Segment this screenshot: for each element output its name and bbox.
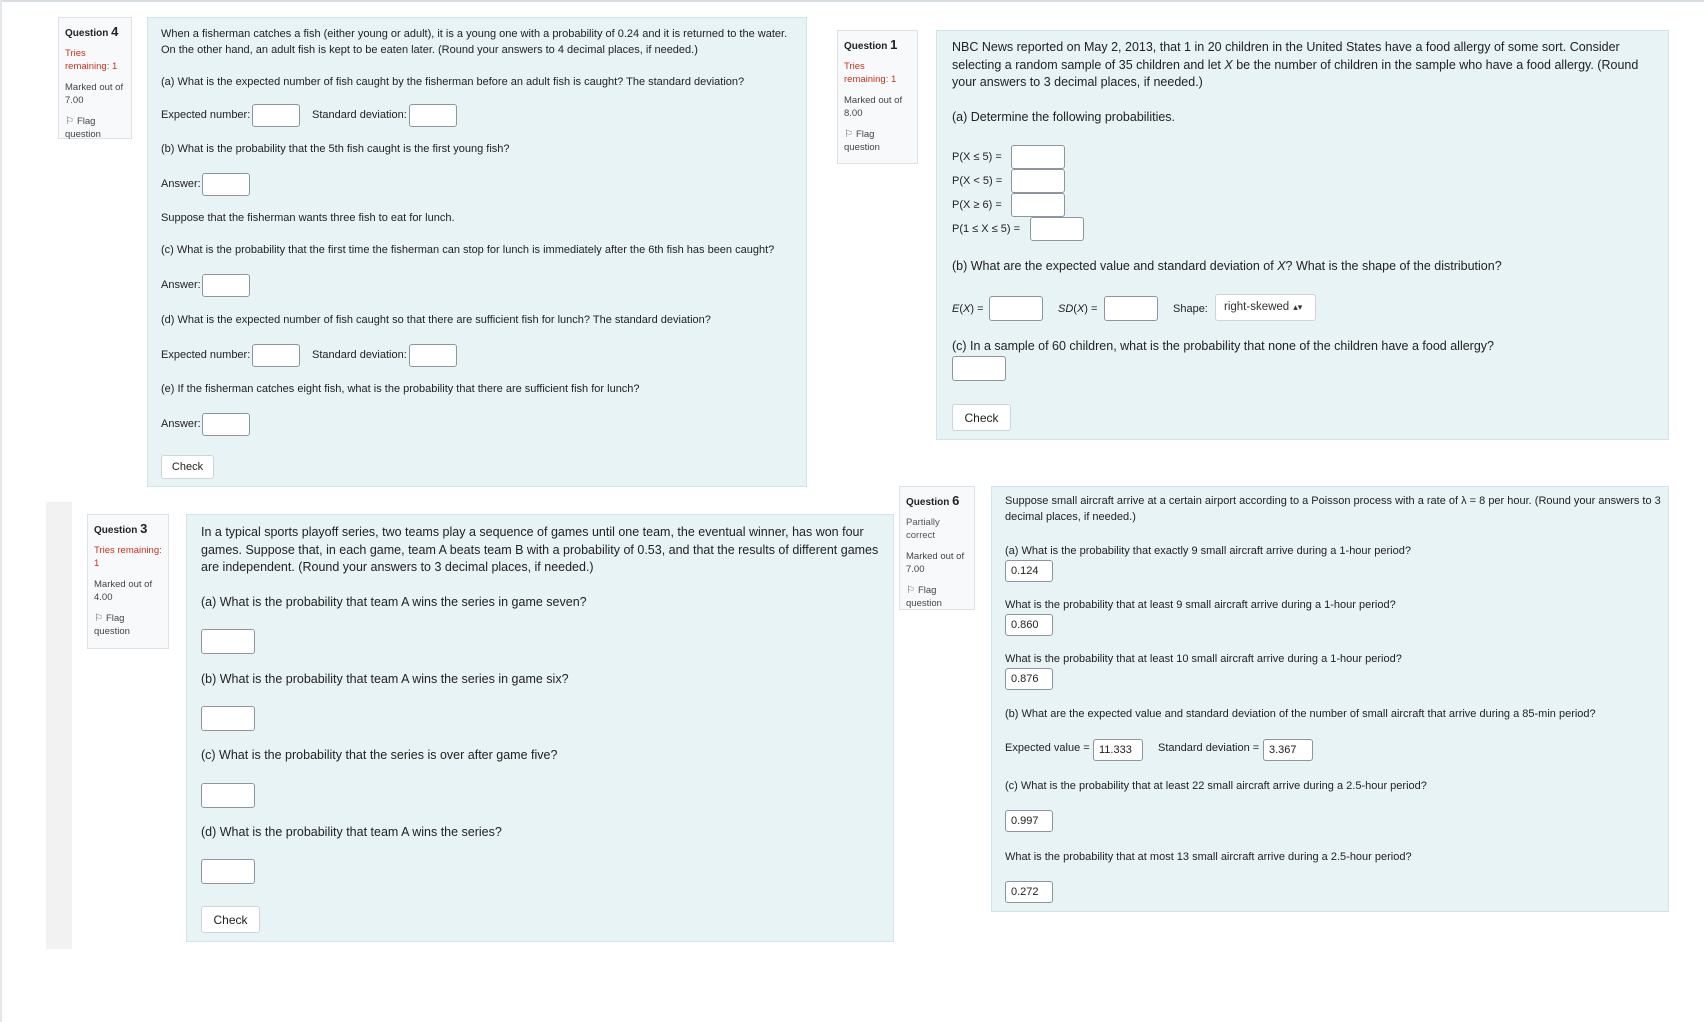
q3-content xyxy=(186,514,894,942)
q1-part-a: (a) Determine the following probabilities. xyxy=(952,110,1176,124)
q3-part-b: (b) What is the probability that team A wins the series in game six? xyxy=(201,672,569,686)
q4-expected-input-d[interactable] xyxy=(252,344,300,367)
q4-title xyxy=(65,24,125,39)
q1-intro: NBC News reported on May 2, 2013, that 1 in 20 children in the United States have a food allergy of some sort. Consider selecting a random sample of 35 children and let X be the number of children in the sample who have a food allergy. (Round your answers to 3 decimal places, if needed.) xyxy=(952,40,1639,89)
q6-part-b: (b) What are the expected value and standard deviation of the number of small aircraft that arrive during a 85-min period? xyxy=(1005,708,1596,720)
q4-sd-input-a[interactable] xyxy=(409,104,457,127)
flag-icon: ⚐ xyxy=(65,116,74,127)
q1-p4-input[interactable] xyxy=(1030,217,1084,241)
q1-number: 1 xyxy=(890,37,898,52)
q4-part-c: (c) What is the probability that the first time the fisherman can stop for lunch is immediately after the 6th fish has been caught? xyxy=(161,244,775,256)
q3-flag-question[interactable] xyxy=(94,612,162,638)
q6-c-answer[interactable]: 0.997 xyxy=(1005,810,1053,832)
q4-answer-label-e: Answer: xyxy=(161,418,201,430)
q6-flag-question[interactable] xyxy=(906,584,968,610)
q4-sd-label-a: Standard deviation: xyxy=(312,109,407,121)
q6-part-a: (a) What is the probability that exactly 9 small aircraft arrive during a 1-hour period? xyxy=(1005,545,1411,557)
q1-p1-input[interactable] xyxy=(1011,145,1065,169)
q3-info-panel xyxy=(87,514,169,649)
q4-tries: Tries remaining: 1 xyxy=(65,48,118,72)
q4-flag-label: Flag question xyxy=(65,116,101,140)
q6-sd-answer[interactable]: 3.367 xyxy=(1263,739,1313,761)
q1-shape-value: right-skewed xyxy=(1224,301,1290,313)
q6-ev-label: Expected value = xyxy=(1005,742,1090,754)
q1-tries: Tries remaining: 1 xyxy=(844,61,897,85)
q3-c-input[interactable] xyxy=(201,783,255,808)
q6-a2-answer[interactable]: 0.860 xyxy=(1005,614,1053,636)
q1-label: Question xyxy=(844,41,888,52)
q4-part-d: (d) What is the expected number of fish caught so that there are sufficient fish for lunch? The standard deviation? xyxy=(161,314,711,326)
q3-a-input[interactable] xyxy=(201,629,255,654)
q6-sd-label: Standard deviation = xyxy=(1158,742,1260,754)
q3-label: Question xyxy=(94,525,138,536)
q6-part-a2: What is the probability that at least 9 small aircraft arrive during a 1-hour period? xyxy=(1005,599,1396,611)
q4-part-b: (b) What is the probability that the 5th fish caught is the first young fish? xyxy=(161,143,510,155)
q6-a-answer[interactable]: 0.124 xyxy=(1005,560,1053,582)
q4-sd-input-d[interactable] xyxy=(409,344,457,367)
q1-p4-label: P(1 ≤ X ≤ 5) = xyxy=(952,223,1021,235)
q4-answer-input-c[interactable] xyxy=(202,274,250,297)
q4-answer-label-b: Answer: xyxy=(161,178,201,190)
q4-sd-label-d: Standard deviation: xyxy=(312,349,407,361)
q4-answer-input-e[interactable] xyxy=(202,413,250,436)
flag-icon: ⚐ xyxy=(94,613,103,624)
q3-marked: Marked out of 4.00 xyxy=(94,579,153,603)
q6-flag-label: Flag question xyxy=(906,585,942,609)
q1-p2-input[interactable] xyxy=(1011,169,1065,193)
q4-answer-label-c: Answer: xyxy=(161,279,201,291)
q6-part-c2: What is the probability that at most 13 small aircraft arrive during a 2.5-hour period? xyxy=(1005,851,1412,863)
q3-part-a: (a) What is the probability that team A wins the series in game seven? xyxy=(201,595,587,609)
q6-part-a3: What is the probability that at least 10 small aircraft arrive during a 1-hour period? xyxy=(1005,653,1402,665)
q1-ex-input[interactable] xyxy=(989,296,1043,321)
q4-lunch-text: Suppose that the fisherman wants three fish to eat for lunch. xyxy=(161,212,455,224)
q1-content xyxy=(936,30,1669,440)
q1-flag-question[interactable] xyxy=(844,128,911,154)
q1-shape-select[interactable] xyxy=(1215,294,1316,321)
q3-intro: In a typical sports playoff series, two teams play a sequence of games until one team, the eventual winner, has won four games. Suppose that, in each game, team A beats team B with a probability of 0.53, and that the results of different games are independent. (Round your answers to 3 decimal places, if needed.) xyxy=(201,525,879,574)
q4-check-button[interactable]: Check xyxy=(161,455,214,479)
q6-a3-answer[interactable]: 0.876 xyxy=(1005,668,1053,690)
left-divider xyxy=(0,0,2,1022)
q1-part-b: (b) What are the expected value and standard deviation of X? What is the shape of the distribution? xyxy=(952,259,1502,273)
select-arrows-icon: ▴▾ xyxy=(1293,302,1303,312)
q1-sd-label: SD(X) = xyxy=(1058,303,1098,315)
q3-number: 3 xyxy=(140,521,148,536)
q3-flag-label: Flag question xyxy=(94,613,130,637)
q1-part-c: (c) In a sample of 60 children, what is the probability that none of the children have a food allergy? xyxy=(952,339,1494,353)
q4-expected-label-d: Expected number: xyxy=(161,349,251,361)
q6-part-c: (c) What is the probability that at least 22 small aircraft arrive during a 2.5-hour period? xyxy=(1005,780,1427,792)
q4-info-panel xyxy=(58,17,132,139)
q3-b-input[interactable] xyxy=(201,706,255,731)
q1-p1-label: P(X ≤ 5) = xyxy=(952,151,1002,163)
q4-intro: When a fisherman catches a fish (either young or adult), it is a young one with a probability of 0.24 and it is returned to the water. On the other hand, an adult fish is kept to be eaten later. (Round your answers to 4 decimal places, if needed.) xyxy=(161,28,788,56)
q1-flag-label: Flag question xyxy=(844,129,880,153)
q4-part-e: (e) If the fisherman catches eight fish, what is the probability that there are sufficient fish for lunch? xyxy=(161,383,640,395)
q4-flag-question[interactable] xyxy=(65,115,125,141)
q1-title xyxy=(844,37,911,52)
q4-expected-input-a[interactable] xyxy=(252,104,300,127)
side-strip xyxy=(46,502,72,949)
q6-intro: Suppose small aircraft arrive at a certain airport according to a Poisson process with a rate of λ = 8 per hour. (Round your answers to 3 decimal places, if needed.) xyxy=(1005,495,1661,523)
flag-icon: ⚐ xyxy=(844,129,853,140)
q1-shape-label: Shape: xyxy=(1173,303,1208,315)
q4-part-a: (a) What is the expected number of fish caught by the fisherman before an adult fish is caught? The standard deviation? xyxy=(161,76,745,88)
q6-label: Question xyxy=(906,497,950,508)
q6-state: Partially correct xyxy=(906,517,940,541)
q1-info-panel xyxy=(837,30,918,164)
flag-icon: ⚐ xyxy=(906,585,915,596)
q1-check-button[interactable]: Check xyxy=(952,404,1011,431)
q6-info-panel xyxy=(899,486,975,610)
q4-label: Question xyxy=(65,28,109,39)
q4-number: 4 xyxy=(111,24,119,39)
q1-p2-label: P(X < 5) = xyxy=(952,175,1003,187)
q6-c2-answer[interactable]: 0.272 xyxy=(1005,881,1053,903)
q6-number: 6 xyxy=(952,493,960,508)
q6-content xyxy=(991,486,1669,912)
q4-content xyxy=(147,17,807,487)
q1-p3-label: P(X ≥ 6) = xyxy=(952,199,1002,211)
q1-p3-input[interactable] xyxy=(1011,193,1065,217)
q6-marked: Marked out of 7.00 xyxy=(906,551,965,575)
q1-c-input[interactable] xyxy=(952,356,1006,381)
q3-part-d: (d) What is the probability that team A wins the series? xyxy=(201,825,502,839)
q3-check-button[interactable]: Check xyxy=(201,906,260,933)
q3-title xyxy=(94,521,162,536)
q4-answer-input-b[interactable] xyxy=(202,173,250,196)
q6-title xyxy=(906,493,968,508)
q4-marked: Marked out of 7.00 xyxy=(65,82,124,106)
top-divider xyxy=(0,0,1704,2)
q6-ev-answer[interactable]: 11.333 xyxy=(1093,739,1143,761)
q3-tries: Tries remaining: 1 xyxy=(94,545,162,569)
q1-marked: Marked out of 8.00 xyxy=(844,95,903,119)
q4-expected-label-a: Expected number: xyxy=(161,109,251,121)
q1-sd-input[interactable] xyxy=(1104,296,1158,321)
q1-ex-label: E(X) = xyxy=(952,303,984,315)
q3-d-input[interactable] xyxy=(201,859,255,884)
q3-part-c: (c) What is the probability that the series is over after game five? xyxy=(201,748,558,762)
